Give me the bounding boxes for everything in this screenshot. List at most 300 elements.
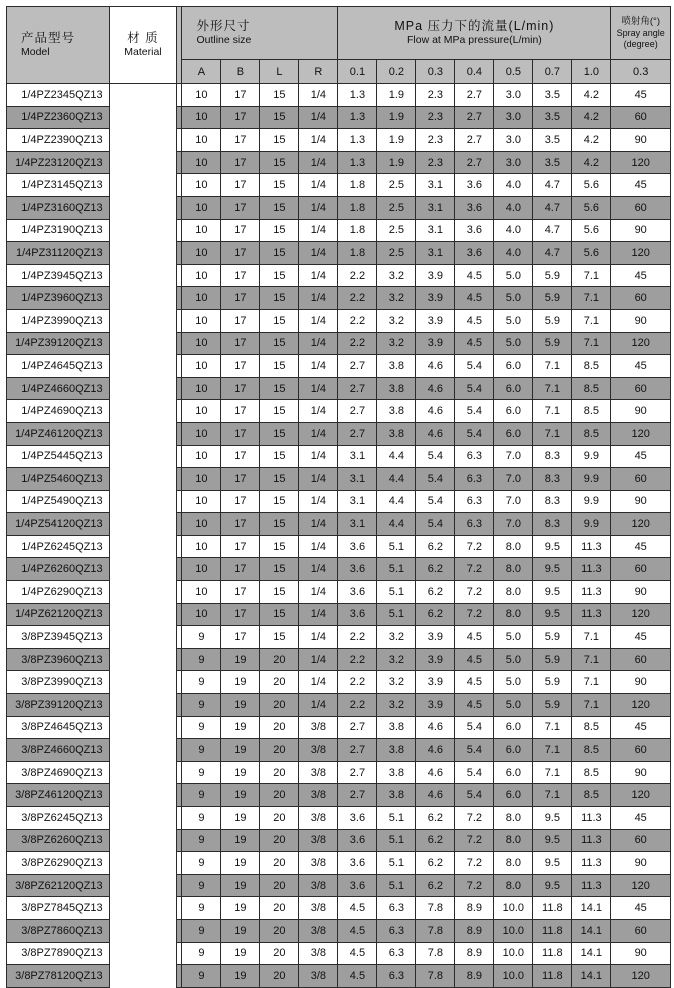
table-row: [7, 129, 671, 152]
model-cell: 3/8PZ7845QZ13: [7, 897, 110, 920]
flow-0-2-cell: 2.5: [377, 174, 416, 197]
flow-0-3-cell: 4.6: [416, 784, 455, 807]
flow-0-4-cell: 8.9: [455, 942, 494, 965]
model-cell: 1/4PZ39120QZ13: [7, 332, 110, 355]
model-cell: 1/4PZ6290QZ13: [7, 581, 110, 604]
material-header-zh: 材 质: [127, 31, 159, 45]
spray-angle-cell: 45: [611, 897, 671, 920]
col-r-header: R: [299, 60, 338, 84]
flow-0-3-cell: 7.8: [416, 965, 455, 988]
flow-0-5-cell: 4.0: [494, 174, 533, 197]
flow-0-7-cell: 3.5: [533, 84, 572, 107]
flow-0-2-cell: 4.4: [377, 490, 416, 513]
flow-0-1-cell: 3.6: [338, 535, 377, 558]
r-cell: 3/8: [299, 784, 338, 807]
flow-0-5-cell: 10.0: [494, 965, 533, 988]
flow-0-5-cell: 6.0: [494, 761, 533, 784]
spray-angle-cell: 45: [611, 445, 671, 468]
a-cell: 9: [182, 626, 221, 649]
flow-1-0-cell: 11.3: [572, 807, 611, 830]
table-row: [7, 807, 671, 830]
b-cell: 19: [221, 807, 260, 830]
material-cell: [109, 626, 177, 649]
flow-0-5-cell: 6.0: [494, 739, 533, 762]
flow-0-2-cell: 6.3: [377, 942, 416, 965]
flow-0-2-cell: 3.2: [377, 626, 416, 649]
flow-0-2-cell: 3.8: [377, 784, 416, 807]
flow-0-4-cell: 4.5: [455, 332, 494, 355]
table-row: [7, 739, 671, 762]
b-cell: 19: [221, 852, 260, 875]
model-cell: 1/4PZ31120QZ13: [7, 242, 110, 265]
flow-0-4-cell: 4.5: [455, 309, 494, 332]
model-cell: 3/8PZ62120QZ13: [7, 874, 110, 897]
model-cell: 3/8PZ7890QZ13: [7, 942, 110, 965]
table-row: [7, 535, 671, 558]
model-cell: 3/8PZ4690QZ13: [7, 761, 110, 784]
flow-0-4-cell: 2.7: [455, 129, 494, 152]
flow-1-0-cell: 11.3: [572, 581, 611, 604]
l-cell: 15: [260, 445, 299, 468]
flow-0-7-cell: 9.5: [533, 603, 572, 626]
model-cell: 1/4PZ3160QZ13: [7, 196, 110, 219]
l-cell: 15: [260, 242, 299, 265]
a-cell: 9: [182, 694, 221, 717]
material-cell: [109, 196, 177, 219]
flow-0-2-cell: 3.8: [377, 739, 416, 762]
flow-0-4-cell: 7.2: [455, 581, 494, 604]
flow-0-4-cell: 3.6: [455, 219, 494, 242]
flow-0-1-cell: 3.6: [338, 807, 377, 830]
table-row: [7, 264, 671, 287]
spray-angle-cell: 120: [611, 694, 671, 717]
b-cell: 17: [221, 196, 260, 219]
spray-angle-cell: 45: [611, 174, 671, 197]
r-cell: 1/4: [299, 332, 338, 355]
material-cell: [109, 694, 177, 717]
flow-1-0-cell: 4.2: [572, 151, 611, 174]
pressure-header-3: 0.3: [416, 60, 455, 84]
col-b-header: B: [221, 60, 260, 84]
flow-0-2-cell: 5.1: [377, 874, 416, 897]
flow-1-0-cell: 5.6: [572, 219, 611, 242]
flow-0-1-cell: 1.8: [338, 242, 377, 265]
flow-0-2-cell: 4.4: [377, 445, 416, 468]
flow-0-4-cell: 5.4: [455, 422, 494, 445]
material-cell: [109, 784, 177, 807]
flow-1-0-cell: 11.3: [572, 829, 611, 852]
spray-angle-cell: 45: [611, 84, 671, 107]
flow-0-1-cell: 2.7: [338, 400, 377, 423]
r-cell: 3/8: [299, 919, 338, 942]
a-cell: 9: [182, 807, 221, 830]
flow-0-2-cell: 2.5: [377, 196, 416, 219]
model-cell: 1/4PZ23120QZ13: [7, 151, 110, 174]
flow-1-0-cell: 11.3: [572, 874, 611, 897]
a-cell: 10: [182, 151, 221, 174]
b-cell: 19: [221, 784, 260, 807]
b-cell: 17: [221, 174, 260, 197]
model-cell: 3/8PZ3990QZ13: [7, 671, 110, 694]
table-row: [7, 784, 671, 807]
flow-0-3-cell: 3.9: [416, 648, 455, 671]
flow-1-0-cell: 4.2: [572, 84, 611, 107]
table-row: [7, 761, 671, 784]
r-cell: 1/4: [299, 400, 338, 423]
flow-0-5-cell: 3.0: [494, 129, 533, 152]
r-cell: 1/4: [299, 309, 338, 332]
l-cell: 15: [260, 513, 299, 536]
flow-0-5-cell: 5.0: [494, 332, 533, 355]
r-cell: 3/8: [299, 739, 338, 762]
flow-1-0-cell: 8.5: [572, 784, 611, 807]
flow-0-3-cell: 6.2: [416, 874, 455, 897]
model-cell: 3/8PZ6260QZ13: [7, 829, 110, 852]
a-cell: 10: [182, 445, 221, 468]
r-cell: 1/4: [299, 513, 338, 536]
material-cell: [109, 581, 177, 604]
flow-1-0-cell: 8.5: [572, 355, 611, 378]
spray-angle-cell: 90: [611, 129, 671, 152]
material-cell: [109, 648, 177, 671]
flow-0-4-cell: 5.4: [455, 761, 494, 784]
flow-0-3-cell: 3.1: [416, 242, 455, 265]
flow-0-3-cell: 7.8: [416, 897, 455, 920]
table-row: [7, 151, 671, 174]
spray-angle-cell: 90: [611, 309, 671, 332]
r-cell: 1/4: [299, 603, 338, 626]
pressure-header-5: 0.5: [494, 60, 533, 84]
flow-0-5-cell: 5.0: [494, 648, 533, 671]
l-cell: 15: [260, 581, 299, 604]
model-cell: 1/4PZ3190QZ13: [7, 219, 110, 242]
spray-angle-cell: 45: [611, 264, 671, 287]
table-row: [7, 468, 671, 491]
l-cell: 20: [260, 897, 299, 920]
flow-0-3-cell: 6.2: [416, 852, 455, 875]
flow-0-4-cell: 5.4: [455, 716, 494, 739]
table-row: [7, 603, 671, 626]
flow-1-0-cell: 11.3: [572, 558, 611, 581]
flow-header-en: Flow at MPa pressure(L/min): [407, 34, 542, 46]
flow-0-1-cell: 3.6: [338, 558, 377, 581]
flow-0-1-cell: 3.6: [338, 874, 377, 897]
r-cell: 1/4: [299, 287, 338, 310]
material-cell: [109, 716, 177, 739]
table-row: [7, 242, 671, 265]
flow-0-2-cell: 6.3: [377, 919, 416, 942]
spray-angle-cell: 120: [611, 151, 671, 174]
b-cell: 17: [221, 377, 260, 400]
flow-0-7-cell: 7.1: [533, 761, 572, 784]
flow-0-3-cell: 3.1: [416, 219, 455, 242]
flow-0-3-cell: 6.2: [416, 558, 455, 581]
l-cell: 15: [260, 603, 299, 626]
flow-0-4-cell: 7.2: [455, 852, 494, 875]
a-cell: 10: [182, 309, 221, 332]
flow-0-5-cell: 5.0: [494, 694, 533, 717]
spray-angle-cell: 60: [611, 377, 671, 400]
flow-0-4-cell: 3.6: [455, 174, 494, 197]
l-cell: 15: [260, 558, 299, 581]
model-cell: 1/4PZ6245QZ13: [7, 535, 110, 558]
flow-0-1-cell: 4.5: [338, 942, 377, 965]
flow-0-2-cell: 6.3: [377, 897, 416, 920]
spray-angle-cell: 90: [611, 852, 671, 875]
r-cell: 1/4: [299, 490, 338, 513]
flow-0-2-cell: 5.1: [377, 829, 416, 852]
spray-header-zh: 喷射角(°): [621, 16, 661, 27]
table-row: [7, 219, 671, 242]
l-cell: 15: [260, 422, 299, 445]
l-cell: 15: [260, 129, 299, 152]
flow-0-5-cell: 8.0: [494, 852, 533, 875]
a-cell: 10: [182, 603, 221, 626]
b-cell: 17: [221, 581, 260, 604]
flow-0-5-cell: 6.0: [494, 400, 533, 423]
flow-0-3-cell: 3.9: [416, 671, 455, 694]
r-cell: 1/4: [299, 422, 338, 445]
a-cell: 9: [182, 852, 221, 875]
flow-0-7-cell: 8.3: [533, 490, 572, 513]
flow-0-3-cell: 5.4: [416, 513, 455, 536]
flow-0-1-cell: 2.2: [338, 264, 377, 287]
spray-angle-cell: 120: [611, 874, 671, 897]
flow-0-5-cell: 5.0: [494, 287, 533, 310]
flow-0-1-cell: 2.7: [338, 739, 377, 762]
flow-0-4-cell: 4.5: [455, 671, 494, 694]
l-cell: 20: [260, 761, 299, 784]
material-cell: [109, 671, 177, 694]
spray-angle-cell: 60: [611, 468, 671, 491]
b-cell: 19: [221, 648, 260, 671]
flow-0-2-cell: 3.2: [377, 694, 416, 717]
a-cell: 9: [182, 784, 221, 807]
b-cell: 19: [221, 942, 260, 965]
flow-0-7-cell: 5.9: [533, 694, 572, 717]
model-cell: 3/8PZ4660QZ13: [7, 739, 110, 762]
flow-0-7-cell: 9.5: [533, 535, 572, 558]
flow-0-3-cell: 3.9: [416, 694, 455, 717]
l-cell: 20: [260, 694, 299, 717]
flow-0-3-cell: 3.9: [416, 332, 455, 355]
flow-0-5-cell: 8.0: [494, 581, 533, 604]
b-cell: 19: [221, 694, 260, 717]
flow-0-2-cell: 5.1: [377, 581, 416, 604]
pressure-header-1: 0.1: [338, 60, 377, 84]
flow-0-4-cell: 3.6: [455, 242, 494, 265]
a-cell: 10: [182, 422, 221, 445]
a-cell: 10: [182, 84, 221, 107]
b-cell: 17: [221, 332, 260, 355]
flow-1-0-cell: 11.3: [572, 852, 611, 875]
table-row: [7, 829, 671, 852]
material-cell: [109, 445, 177, 468]
flow-0-5-cell: 10.0: [494, 942, 533, 965]
a-cell: 10: [182, 129, 221, 152]
l-cell: 20: [260, 965, 299, 988]
r-cell: 1/4: [299, 535, 338, 558]
b-cell: 17: [221, 219, 260, 242]
flow-0-7-cell: 5.9: [533, 287, 572, 310]
model-cell: 3/8PZ6290QZ13: [7, 852, 110, 875]
r-cell: 3/8: [299, 807, 338, 830]
flow-1-0-cell: 7.1: [572, 287, 611, 310]
model-cell: 1/4PZ54120QZ13: [7, 513, 110, 536]
flow-1-0-cell: 7.1: [572, 309, 611, 332]
flow-0-4-cell: 6.3: [455, 445, 494, 468]
flow-1-0-cell: 14.1: [572, 919, 611, 942]
pressure-header-6: 0.7: [533, 60, 572, 84]
flow-0-5-cell: 5.0: [494, 264, 533, 287]
flow-0-2-cell: 3.8: [377, 355, 416, 378]
flow-0-3-cell: 7.8: [416, 942, 455, 965]
flow-0-2-cell: 1.9: [377, 84, 416, 107]
b-cell: 17: [221, 287, 260, 310]
flow-0-7-cell: 5.9: [533, 626, 572, 649]
model-header-zh: 产品型号: [21, 31, 76, 45]
flow-0-3-cell: 6.2: [416, 807, 455, 830]
flow-0-3-cell: 3.9: [416, 309, 455, 332]
flow-0-7-cell: 3.5: [533, 106, 572, 129]
a-cell: 9: [182, 919, 221, 942]
flow-0-2-cell: 4.4: [377, 468, 416, 491]
table-row: [7, 490, 671, 513]
flow-0-7-cell: 9.5: [533, 581, 572, 604]
flow-0-2-cell: 2.5: [377, 219, 416, 242]
flow-0-1-cell: 2.7: [338, 355, 377, 378]
model-cell: 1/4PZ5490QZ13: [7, 490, 110, 513]
flow-0-7-cell: 7.1: [533, 400, 572, 423]
flow-1-0-cell: 9.9: [572, 468, 611, 491]
flow-0-4-cell: 8.9: [455, 919, 494, 942]
material-cell: [109, 242, 177, 265]
r-cell: 3/8: [299, 829, 338, 852]
model-cell: 1/4PZ4660QZ13: [7, 377, 110, 400]
flow-0-3-cell: 4.6: [416, 716, 455, 739]
table-row: [7, 852, 671, 875]
model-cell: 1/4PZ3945QZ13: [7, 264, 110, 287]
l-cell: 15: [260, 490, 299, 513]
flow-0-3-cell: 3.1: [416, 196, 455, 219]
flow-0-4-cell: 4.5: [455, 626, 494, 649]
pressure-header-4: 0.4: [455, 60, 494, 84]
flow-0-2-cell: 6.3: [377, 965, 416, 988]
flow-1-0-cell: 7.1: [572, 626, 611, 649]
flow-0-5-cell: 10.0: [494, 897, 533, 920]
col-a-header: A: [182, 60, 221, 84]
material-cell: [109, 422, 177, 445]
flow-1-0-cell: 8.5: [572, 716, 611, 739]
flow-0-2-cell: 5.1: [377, 807, 416, 830]
flow-0-3-cell: 3.1: [416, 174, 455, 197]
r-cell: 1/4: [299, 219, 338, 242]
spray-angle-cell: 90: [611, 490, 671, 513]
flow-0-2-cell: 3.8: [377, 422, 416, 445]
flow-0-5-cell: 7.0: [494, 445, 533, 468]
flow-0-4-cell: 5.4: [455, 784, 494, 807]
flow-0-5-cell: 7.0: [494, 513, 533, 536]
l-cell: 20: [260, 919, 299, 942]
spray-angle-cell: 60: [611, 106, 671, 129]
spray-angle-cell: 60: [611, 829, 671, 852]
flow-0-1-cell: 1.3: [338, 106, 377, 129]
b-cell: 17: [221, 309, 260, 332]
table-row: [7, 897, 671, 920]
flow-0-1-cell: 3.1: [338, 513, 377, 536]
model-cell: 1/4PZ2390QZ13: [7, 129, 110, 152]
spray-angle-cell: 120: [611, 513, 671, 536]
l-cell: 15: [260, 468, 299, 491]
l-cell: 15: [260, 174, 299, 197]
a-cell: 10: [182, 287, 221, 310]
flow-0-4-cell: 7.2: [455, 535, 494, 558]
flow-0-2-cell: 1.9: [377, 129, 416, 152]
flow-0-1-cell: 1.3: [338, 129, 377, 152]
spray-header-en-2: (degree): [623, 39, 658, 49]
material-cell: [109, 106, 177, 129]
a-cell: 10: [182, 468, 221, 491]
spray-angle-cell: 90: [611, 761, 671, 784]
flow-0-2-cell: 2.5: [377, 242, 416, 265]
a-cell: 9: [182, 671, 221, 694]
r-cell: 1/4: [299, 377, 338, 400]
flow-1-0-cell: 8.5: [572, 739, 611, 762]
flow-0-5-cell: 8.0: [494, 874, 533, 897]
flow-0-1-cell: 2.7: [338, 422, 377, 445]
a-cell: 10: [182, 242, 221, 265]
l-cell: 20: [260, 942, 299, 965]
flow-0-7-cell: 4.7: [533, 196, 572, 219]
spray-angle-cell: 120: [611, 784, 671, 807]
flow-0-2-cell: 3.8: [377, 716, 416, 739]
flow-1-0-cell: 11.3: [572, 603, 611, 626]
flow-0-4-cell: 8.9: [455, 965, 494, 988]
flow-0-5-cell: 8.0: [494, 603, 533, 626]
flow-0-5-cell: 6.0: [494, 716, 533, 739]
flow-0-1-cell: 1.3: [338, 151, 377, 174]
flow-0-3-cell: 2.3: [416, 129, 455, 152]
material-cell: [109, 535, 177, 558]
r-cell: 1/4: [299, 648, 338, 671]
a-cell: 9: [182, 874, 221, 897]
model-header-en: Model: [21, 46, 50, 58]
flow-0-7-cell: 7.1: [533, 355, 572, 378]
flow-1-0-cell: 7.1: [572, 648, 611, 671]
model-cell: 1/4PZ4645QZ13: [7, 355, 110, 378]
l-cell: 15: [260, 264, 299, 287]
flow-1-0-cell: 8.5: [572, 761, 611, 784]
flow-0-1-cell: 3.1: [338, 445, 377, 468]
flow-1-0-cell: 14.1: [572, 897, 611, 920]
model-cell: 3/8PZ46120QZ13: [7, 784, 110, 807]
flow-0-1-cell: 4.5: [338, 919, 377, 942]
flow-0-5-cell: 8.0: [494, 558, 533, 581]
table-row: [7, 581, 671, 604]
flow-0-2-cell: 3.2: [377, 287, 416, 310]
a-cell: 9: [182, 829, 221, 852]
flow-0-5-cell: 6.0: [494, 377, 533, 400]
table-row: [7, 965, 671, 988]
b-cell: 19: [221, 761, 260, 784]
b-cell: 17: [221, 490, 260, 513]
flow-0-1-cell: 1.3: [338, 84, 377, 107]
flow-0-7-cell: 9.5: [533, 807, 572, 830]
flow-0-7-cell: 5.9: [533, 309, 572, 332]
flow-0-2-cell: 3.2: [377, 309, 416, 332]
flow-0-5-cell: 3.0: [494, 151, 533, 174]
pressure-header-7: 1.0: [572, 60, 611, 84]
